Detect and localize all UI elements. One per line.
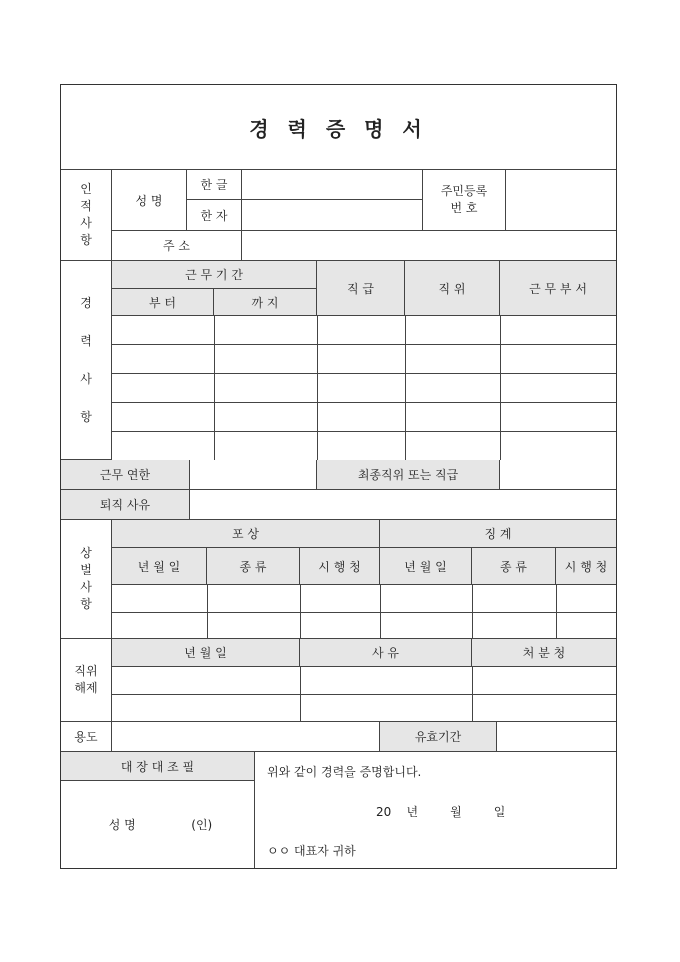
resident-no-field[interactable] [506,170,616,231]
work-period-header: 근 무 기 간 [112,261,317,289]
reward-date-header: 년 월 일 [112,548,207,585]
personal-label-char: 적 [80,199,92,213]
issue-month: 월 [450,804,462,819]
discipline-header: 징 계 [380,520,616,548]
address-label: 주 소 [112,231,242,261]
dismissal-label-line: 직위 [74,664,98,678]
final-position-label: 최종직위 또는 직급 [317,460,500,490]
dismissal-label-line: 해제 [74,681,98,695]
career-label-char: 항 [80,410,92,424]
resident-no-label-line: 번 호 [450,201,478,215]
final-position-field[interactable] [500,460,616,490]
career-label-char: 사 [80,372,92,386]
dismissal-date-header: 년 월 일 [112,639,300,667]
dismissal-agency-header: 처 분 청 [472,639,616,667]
dismissal-rows[interactable] [112,667,616,722]
address-field[interactable] [242,231,616,261]
retire-reason-label: 퇴직 사유 [61,490,190,520]
ledger-check-label: 대 장 대 조 필 [61,752,255,781]
validity-field[interactable] [497,722,616,752]
personal-label-char: 항 [80,233,92,247]
addressee: ㅇㅇ 대표자 귀하 [267,843,356,858]
awards-label-char: 벌 [80,563,92,577]
name-label: 성 명 [112,170,187,231]
document-title: 경 력 증 명 서 [61,85,616,170]
dismissal-section-label [61,639,112,722]
issue-date-line [255,790,616,832]
reward-agency-header: 시 행 청 [300,548,380,585]
dismissal-reason-header: 사 유 [300,639,472,667]
awards-label-char: 상 [80,546,92,560]
discipline-type-header: 종 류 [472,548,556,585]
purpose-label: 용도 [61,722,112,752]
department-header: 근 무 부 서 [500,261,616,316]
issue-day: 일 [493,804,506,819]
discipline-date-header: 년 월 일 [380,548,472,585]
hanja-label: 한 자 [187,200,242,231]
awards-label-char: 항 [80,597,92,611]
resident-no-label [423,170,506,231]
from-header: 부 터 [112,289,214,316]
reward-header: 포 상 [112,520,380,548]
discipline-agency-header: 시 행 청 [556,548,616,585]
resident-no-label-line: 주민등록 [440,184,488,198]
career-label-char: 력 [80,334,92,348]
validity-label: 유효기간 [380,722,497,752]
career-rows[interactable] [112,316,616,460]
personal-section-label [61,170,112,261]
hangul-label: 한 글 [187,170,242,200]
signer-name-label: 성 명 [108,818,136,832]
career-label-char: 경 [80,296,92,310]
awards-section-label [61,520,112,639]
hanja-name-field[interactable] [242,200,423,231]
service-years-label: 근무 연한 [61,460,190,490]
awards-rows[interactable] [112,585,616,639]
service-years-field[interactable] [190,460,317,490]
career-section-label [61,261,112,460]
grade-header: 직 급 [317,261,405,316]
certify-statement: 위와 같이 경력을 증명합니다. [267,764,422,779]
career-certificate-form [60,84,617,869]
to-header: 까 지 [214,289,317,316]
hangul-name-field[interactable] [242,170,423,200]
retire-reason-field[interactable] [190,490,616,520]
position-header: 직 위 [405,261,500,316]
issue-year: 20 년 [376,804,419,819]
personal-label-char: 사 [80,216,92,230]
reward-type-header: 종 류 [207,548,300,585]
awards-label-char: 사 [80,580,92,594]
purpose-field[interactable] [112,722,380,752]
signer-box [61,781,255,868]
seal-label: (인) [191,818,213,832]
personal-label-char: 인 [80,182,92,196]
